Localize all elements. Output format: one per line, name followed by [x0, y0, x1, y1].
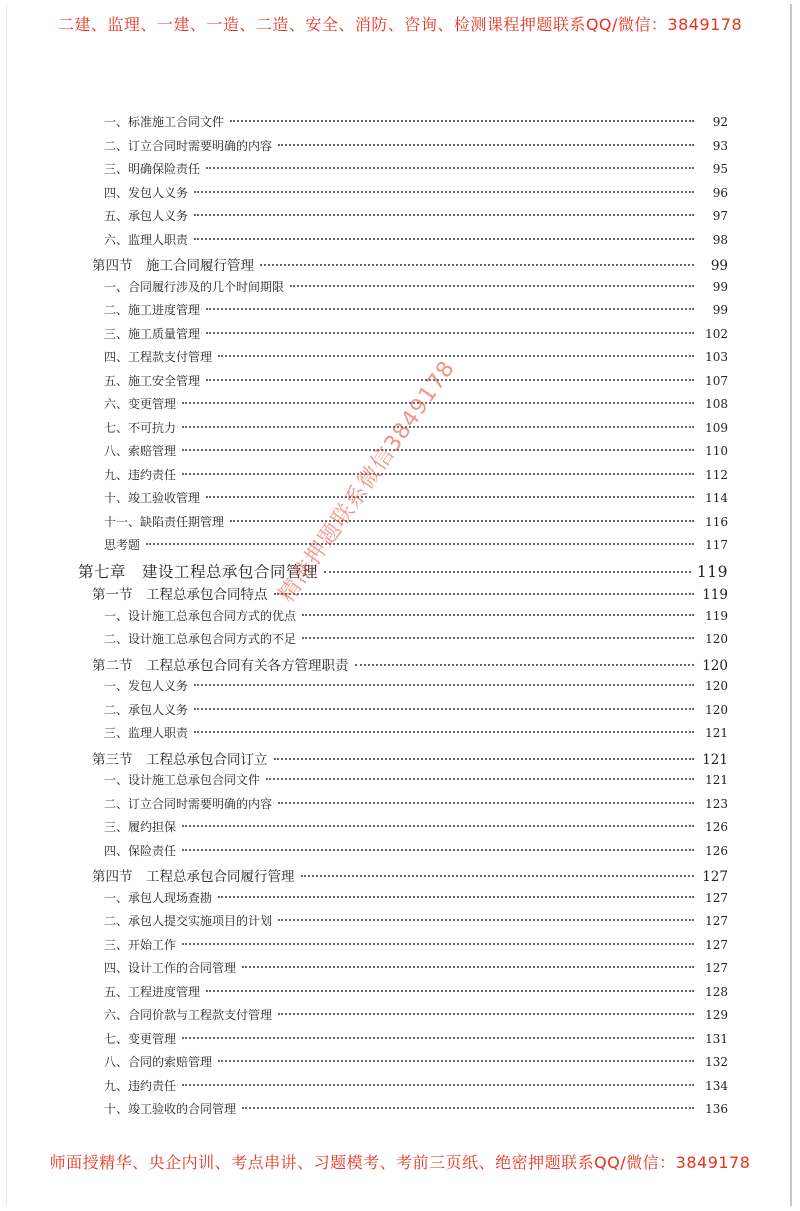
- toc-page-number: 102: [705, 326, 728, 341]
- toc-page-number: 131: [705, 1031, 728, 1046]
- toc-page-number: 132: [705, 1055, 728, 1069]
- toc-page-number: 127: [705, 961, 728, 975]
- toc-entry-label: 十、竣工验收管理: [104, 491, 201, 505]
- dot-leader: [182, 943, 694, 945]
- top-banner: 二建、监理、一建、一造、二造、安全、消防、咨询、检测课程押题联系QQ/微信：3849178: [57, 15, 743, 34]
- toc-entry-label: 二、订立合同时需要明确的内容: [104, 796, 273, 811]
- toc-page-number: 127: [702, 869, 728, 885]
- toc-entry-label: 三、开始工作: [104, 937, 177, 952]
- toc-section: [92, 865, 728, 885]
- toc-page-number: 119: [702, 587, 728, 603]
- toc-item: [104, 936, 728, 953]
- toc-item: [104, 1053, 728, 1070]
- toc-entry-label: 一、设计施工总承包合同文件: [104, 773, 261, 787]
- dot-leader: [182, 1037, 694, 1039]
- dot-leader: [194, 708, 694, 710]
- toc-page-number: 93: [712, 138, 728, 153]
- dot-leader: [182, 1084, 694, 1086]
- toc-page-number: 120: [705, 632, 728, 646]
- toc-entry-label: 八、索赔管理: [104, 444, 177, 458]
- toc-entry-label: 第二节 工程总承包合同有关各方管理职责: [92, 657, 349, 674]
- bottom-banner: 师面授精华、央企内训、考点串讲、习题模考、考前三页纸、绝密押题联系QQ/微信：3849178: [49, 1153, 751, 1172]
- toc-page-number: 121: [705, 726, 728, 740]
- toc-page-number: 119: [705, 608, 728, 623]
- toc-entry-label: 一、设计施工总承包合同方式的优点: [104, 608, 297, 623]
- toc-entry-label: 一、发包人义务: [104, 679, 189, 693]
- dot-leader: [355, 664, 695, 666]
- toc-entry-label: 五、工程进度管理: [104, 984, 201, 999]
- dot-leader: [302, 614, 694, 616]
- toc-entry-label: 二、承包人义务: [104, 702, 189, 717]
- toc-page-number: 129: [705, 1008, 728, 1022]
- dot-leader: [274, 758, 695, 760]
- toc-item: [104, 959, 728, 976]
- toc-item: [104, 677, 728, 694]
- toc-item: [104, 842, 728, 859]
- toc-page-number: 128: [705, 984, 728, 999]
- toc-page-number: 119: [696, 562, 728, 581]
- dot-leader: [274, 593, 695, 595]
- dot-leader: [218, 1060, 694, 1062]
- dot-leader: [146, 543, 694, 545]
- toc-entry-label: 四、工程款支付管理: [104, 350, 213, 364]
- watermark: 精准押题联系微信3849178: [274, 356, 461, 608]
- dot-leader: [182, 473, 694, 475]
- dot-leader: [182, 426, 694, 428]
- toc-chapter: [78, 560, 728, 582]
- toc-entry-label: 一、标准施工合同文件: [104, 115, 225, 129]
- dot-leader: [301, 875, 695, 877]
- toc-entry-label: 一、合同履行涉及的几个时间期限: [104, 279, 285, 294]
- toc-entry-label: 七、变更管理: [104, 1031, 177, 1046]
- dot-leader: [182, 825, 694, 827]
- toc-entry-label: 二、施工进度管理: [104, 303, 201, 317]
- toc-item: [104, 1006, 728, 1023]
- toc-item: [104, 466, 728, 483]
- dot-leader: [182, 849, 694, 851]
- toc-item: [104, 489, 728, 506]
- toc-page-number: 103: [705, 350, 728, 364]
- toc-entry-label: 十一、缺陷责任期管理: [104, 514, 225, 529]
- toc-entry-label: 三、履约担保: [104, 820, 177, 834]
- dot-leader: [302, 637, 694, 639]
- toc-page-number: 107: [705, 373, 728, 388]
- toc-entry-label: 三、监理人职责: [104, 726, 189, 740]
- dot-leader: [260, 264, 694, 266]
- toc-page-number: 95: [712, 162, 728, 176]
- toc-page-number: 110: [705, 444, 728, 458]
- toc-item: [104, 630, 728, 647]
- dot-leader: [194, 684, 694, 686]
- toc-item: [104, 278, 728, 295]
- toc-entry-label: 五、承包人义务: [104, 209, 189, 223]
- toc-item: [104, 207, 728, 224]
- toc-item: [104, 724, 728, 741]
- toc-section: [92, 748, 728, 768]
- toc-section: [92, 254, 728, 274]
- toc-page-number: 108: [705, 397, 728, 411]
- dot-leader: [242, 1107, 694, 1109]
- dot-leader: [206, 167, 694, 169]
- toc-entry-label: 七、不可抗力: [104, 420, 177, 435]
- toc-item: [104, 536, 728, 553]
- toc-page-number: 126: [705, 843, 728, 858]
- toc-page-number: 121: [702, 751, 728, 768]
- toc-item: [104, 113, 728, 130]
- dot-leader: [290, 285, 694, 287]
- toc-page-number: 117: [705, 538, 728, 552]
- toc-item: [104, 137, 728, 154]
- dot-leader: [324, 571, 691, 573]
- toc-entry-label: 六、合同价款与工程款支付管理: [104, 1008, 273, 1022]
- toc-page-number: 99: [712, 303, 728, 317]
- dot-leader: [278, 802, 694, 804]
- toc-entry-label: 三、明确保险责任: [104, 162, 201, 176]
- toc-page-number: 127: [705, 890, 728, 905]
- dot-leader: [230, 520, 694, 522]
- toc-page-number: 92: [712, 115, 728, 129]
- toc-entry-label: 三、施工质量管理: [104, 326, 201, 341]
- toc-entry-label: 四、设计工作的合同管理: [104, 961, 237, 975]
- dot-leader: [278, 1013, 694, 1015]
- toc-page-number: 127: [705, 937, 728, 952]
- toc-entry-label: 第三节 工程总承包合同订立: [92, 751, 268, 768]
- toc-item: [104, 301, 728, 318]
- toc-entry-label: 十、竣工验收的合同管理: [104, 1102, 237, 1116]
- toc-entry-label: 九、违约责任: [104, 467, 177, 482]
- dot-leader: [278, 144, 694, 146]
- toc-section: [92, 654, 728, 674]
- toc-entry-label: 第四节 工程总承包合同履行管理: [92, 869, 295, 885]
- toc-entry-label: 八、合同的索赔管理: [104, 1055, 213, 1069]
- toc-item: [104, 513, 728, 530]
- toc-item: [104, 818, 728, 835]
- toc-item: [104, 1030, 728, 1047]
- dot-leader: [278, 919, 694, 921]
- toc-item: [104, 983, 728, 1000]
- toc-entry-label: 六、监理人职责: [104, 232, 189, 247]
- toc-item: [104, 795, 728, 812]
- dot-leader: [194, 191, 694, 193]
- toc-entry-label: 六、变更管理: [104, 397, 177, 411]
- dot-leader: [194, 731, 694, 733]
- toc-page-number: 123: [705, 796, 728, 811]
- dot-leader: [266, 778, 694, 780]
- dot-leader: [230, 120, 694, 122]
- toc-page-number: 112: [705, 467, 728, 482]
- toc-page-number: 109: [705, 420, 728, 435]
- toc-item: [104, 912, 728, 929]
- toc-page-number: 120: [702, 657, 728, 674]
- dot-leader: [218, 355, 694, 357]
- toc-item: [104, 184, 728, 201]
- toc-page-number: 121: [705, 773, 728, 787]
- toc-section: [92, 583, 728, 603]
- toc-item: [104, 1100, 728, 1117]
- toc-page-number: 136: [705, 1102, 728, 1116]
- toc-page-number: 99: [710, 258, 728, 274]
- toc-item: [104, 160, 728, 177]
- toc-page-number: 126: [705, 820, 728, 834]
- toc-page-number: 97: [712, 209, 728, 223]
- toc-item: [104, 889, 728, 906]
- dot-leader: [242, 966, 694, 968]
- dot-leader: [182, 449, 694, 451]
- toc-item: [104, 325, 728, 342]
- toc-item: [104, 1077, 728, 1094]
- toc-item: [104, 607, 728, 624]
- toc-entry-label: 思考题: [104, 538, 141, 552]
- toc-page-number: 116: [705, 514, 728, 529]
- toc-page-number: 127: [705, 914, 728, 928]
- toc-entry-label: 四、发包人义务: [104, 185, 189, 200]
- toc-entry-label: 二、设计施工总承包合同方式的不足: [104, 632, 297, 646]
- toc-entry-label: 第七章 建设工程总承包合同管理: [78, 562, 319, 581]
- dot-leader: [194, 214, 694, 216]
- toc-page-number: 96: [712, 185, 728, 200]
- toc-page-number: 120: [705, 679, 728, 693]
- toc-entry-label: 四、保险责任: [104, 843, 177, 858]
- dot-leader: [206, 496, 694, 498]
- toc-entry-label: 一、承包人现场查勘: [104, 890, 213, 905]
- toc-page-number: 120: [705, 702, 728, 717]
- toc-entry-label: 二、承包人提交实施项目的计划: [104, 914, 273, 928]
- toc-page-number: 98: [712, 232, 728, 247]
- toc-page-number: 114: [705, 491, 728, 505]
- dot-leader: [206, 332, 694, 334]
- toc-entry-label: 二、订立合同时需要明确的内容: [104, 138, 273, 153]
- toc-entry-label: 第一节 工程总承包合同特点: [92, 587, 268, 603]
- toc-page-number: 134: [705, 1078, 728, 1093]
- toc-item: [104, 231, 728, 248]
- toc-entry-label: 第四节 施工合同履行管理: [92, 258, 254, 274]
- dot-leader: [194, 238, 694, 240]
- toc-item: [104, 701, 728, 718]
- toc-entry-label: 九、违约责任: [104, 1078, 177, 1093]
- dot-leader: [206, 308, 694, 310]
- toc-item: [104, 348, 728, 365]
- toc-entry-label: 五、施工安全管理: [104, 373, 201, 388]
- toc-page-number: 99: [712, 279, 728, 294]
- dot-leader: [218, 896, 694, 898]
- dot-leader: [206, 990, 694, 992]
- toc-item: [104, 442, 728, 459]
- toc-item: [104, 771, 728, 788]
